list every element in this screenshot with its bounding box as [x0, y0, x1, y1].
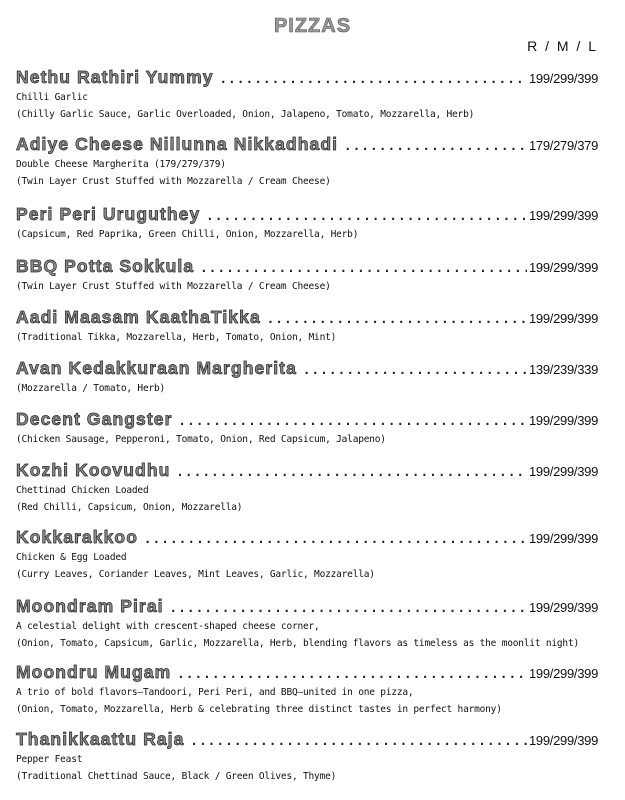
dot-leader	[267, 312, 527, 326]
item-name: Kozhi Koovudhu	[16, 460, 171, 480]
item-name: Adiye Cheese Nillunna Nikkadhadi	[16, 134, 339, 154]
item-ingredients: (Traditional Tikka, Mozzarella, Herb, Tomato, Onion, Mint)	[16, 332, 337, 343]
dot-leader	[179, 414, 527, 428]
item-ingredients: (Chilly Garlic Sauce, Garlic Overloaded, Onion, Jalapeno, Tomato, Mozzarella, Herb)	[16, 109, 475, 120]
item-price: 139/239/339	[529, 362, 598, 377]
item-name: Moondru Mugam	[16, 662, 172, 682]
menu-item	[16, 67, 598, 123]
dot-leader	[170, 601, 527, 615]
item-name: Decent Gangster	[16, 409, 173, 429]
menu-item	[16, 204, 598, 243]
dot-leader	[177, 667, 527, 681]
item-ingredients: (Red Chilli, Capsicum, Onion, Mozzarella)	[16, 502, 243, 513]
item-ingredients: (Capsicum, Red Paprika, Green Chilli, Onion, Mozzarella, Herb)	[16, 229, 359, 240]
item-price: 199/299/399	[529, 464, 598, 479]
item-price: 199/299/399	[529, 531, 598, 546]
menu-item	[16, 134, 598, 190]
menu-item	[16, 596, 598, 652]
item-price: 199/299/399	[529, 71, 598, 86]
menu-item	[16, 358, 598, 397]
item-ingredients: (Twin Layer Crust Stuffed with Mozzarella / Cream Cheese)	[16, 176, 331, 187]
item-name: Moondram Pirai	[16, 596, 164, 616]
item-name: Peri Peri Uruguthey	[16, 204, 201, 224]
item-price: 199/299/399	[529, 600, 598, 615]
item-price: 199/299/399	[529, 666, 598, 681]
item-ingredients: (Onion, Tomato, Mozzarella, Herb & celebrating three distinct tastes in perfect harmony)	[16, 704, 502, 715]
menu-item	[16, 662, 598, 718]
item-subtitle: Pepper Feast	[16, 754, 83, 765]
dot-leader	[220, 72, 527, 86]
menu-item	[16, 729, 598, 785]
dot-leader	[344, 139, 527, 153]
item-price: 199/299/399	[529, 208, 598, 223]
item-price: 179/279/379	[529, 138, 598, 153]
menu-item	[16, 460, 598, 516]
item-ingredients: (Curry Leaves, Coriander Leaves, Mint Leaves, Garlic, Mozzarella)	[16, 569, 375, 580]
item-name: BBQ Potta Sokkula	[16, 256, 195, 276]
dot-leader	[303, 363, 527, 377]
page-title: PIZZAS	[273, 15, 352, 37]
item-ingredients: (Mozzarella / Tomato, Herb)	[16, 383, 166, 394]
item-ingredients: (Traditional Chettinad Sauce, Black / Green Olives, Thyme)	[16, 771, 337, 782]
item-subtitle: A celestial delight with crescent-shaped cheese corner,	[16, 621, 320, 632]
dot-leader	[144, 532, 527, 546]
item-subtitle: Chettinad Chicken Loaded	[16, 485, 149, 496]
dot-leader	[176, 465, 527, 479]
item-name: Avan Kedakkuraan Margherita	[16, 358, 297, 378]
item-ingredients: (Chicken Sausage, Pepperoni, Tomato, Onion, Red Capsicum, Jalapeno)	[16, 434, 386, 445]
menu-item	[16, 256, 598, 295]
item-name: Aadi Maasam KaathaTikka	[16, 307, 261, 327]
item-name: Thanikkaattu Raja	[16, 729, 185, 749]
menu-item	[16, 527, 598, 583]
menu-item	[16, 409, 598, 448]
dot-leader	[206, 209, 527, 223]
item-name: Kokkarakkoo	[16, 527, 139, 547]
item-name: Nethu Rathiri Yummy	[16, 67, 214, 87]
size-header: R / M / L	[527, 38, 598, 54]
dot-leader	[200, 261, 527, 275]
item-price: 199/299/399	[529, 413, 598, 428]
item-price: 199/299/399	[529, 260, 598, 275]
item-subtitle: Chicken & Egg Loaded	[16, 552, 127, 563]
item-ingredients: (Twin Layer Crust Stuffed with Mozzarella / Cream Cheese)	[16, 281, 331, 292]
menu-item	[16, 307, 598, 346]
item-ingredients: (Onion, Tomato, Capsicum, Garlic, Mozzarella, Herb, blending flavors as timeless as the moonlit night)	[16, 638, 579, 649]
item-subtitle: A trio of bold flavors—Tandoori, Peri Peri, and BBQ—united in one pizza,	[16, 687, 414, 698]
dot-leader	[190, 734, 527, 748]
item-price: 199/299/399	[529, 733, 598, 748]
item-price: 199/299/399	[529, 311, 598, 326]
item-subtitle: Chilli Garlic	[16, 92, 88, 103]
item-subtitle: Double Cheese Margherita (179/279/379)	[16, 159, 226, 170]
